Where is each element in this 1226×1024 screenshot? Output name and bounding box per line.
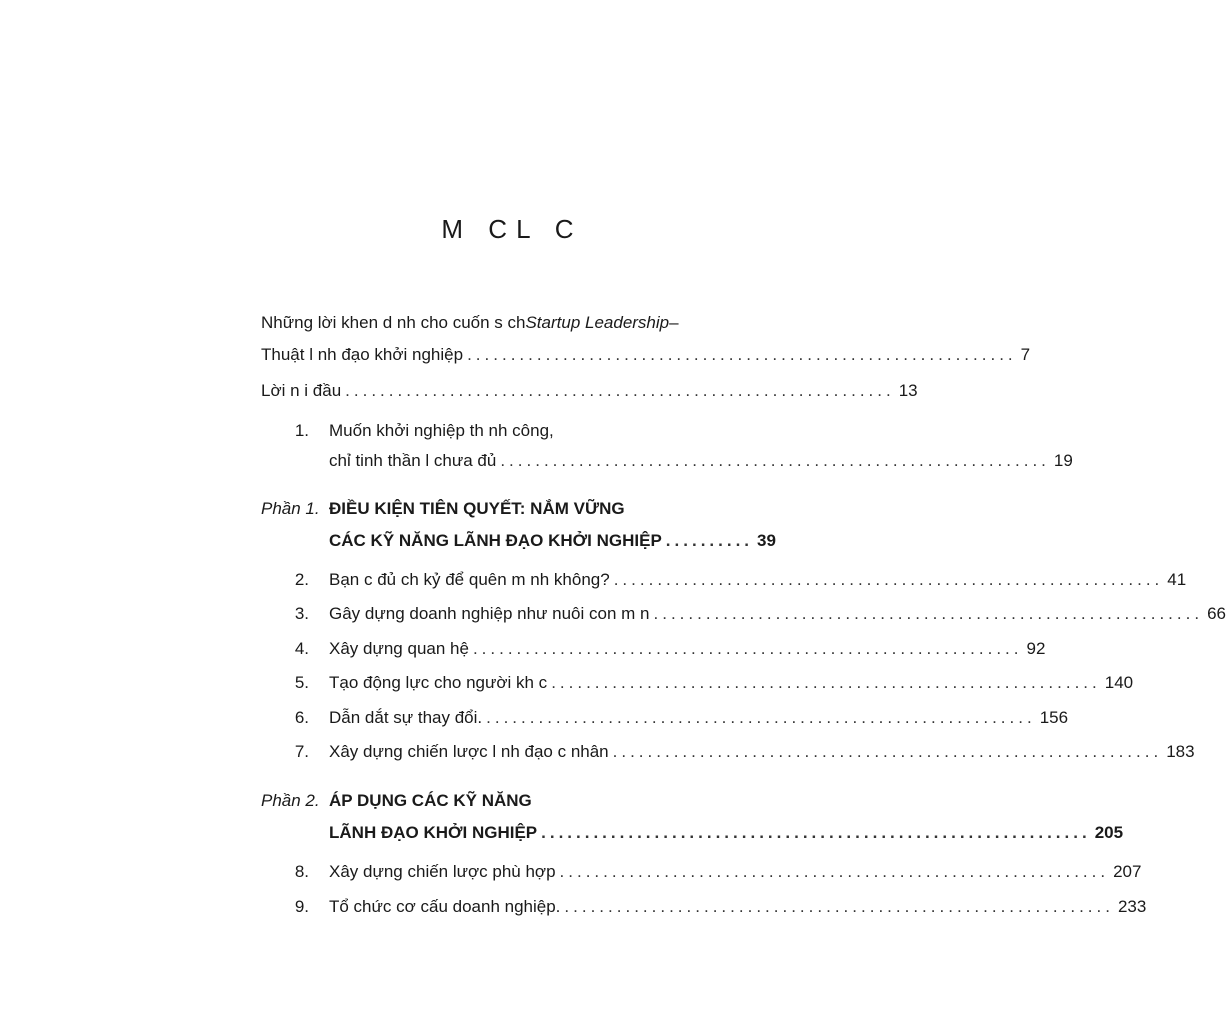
toc-entry-text: Thuật l nh đạo khởi nghiệp: [261, 345, 464, 364]
toc-entry-text: Dẫn dắt sự thay đổi.: [329, 708, 483, 727]
toc-entry-chapter-1-line1[interactable]: [281, 416, 747, 442]
toc-page-number: 39: [757, 531, 776, 550]
toc-part-1-line1[interactable]: [261, 494, 747, 520]
toc-entry-text: Tạo động lực cho người kh c: [329, 673, 548, 692]
toc-entry-chapter-7[interactable]: [281, 737, 1195, 763]
toc-entry-text: Bạn c đủ ch kỷ để quên m nh không?: [329, 570, 610, 589]
toc-entry-chapter-8[interactable]: [281, 857, 1142, 883]
toc-page-number: 7: [1020, 345, 1031, 364]
toc-chapter-number: 6.: [294, 708, 309, 727]
toc-entry-preface[interactable]: [261, 376, 918, 402]
toc-leader-dots: ...............................................................: [613, 570, 1164, 589]
toc-leader-dots: ...............................................................: [564, 897, 1114, 916]
toc-page-number: 19: [1053, 451, 1073, 470]
toc-entry-praise-line2[interactable]: [261, 340, 1031, 366]
toc-leader-dots: ...............................................................: [541, 823, 1091, 842]
toc-chapter-number: 9.: [294, 897, 309, 916]
toc-entry-text: Xây dựng chiến lược phù hợp: [329, 862, 556, 881]
toc-entry-text: Lời n i đầu: [261, 381, 342, 400]
toc-page-number: 92: [1026, 639, 1046, 658]
toc-part-title: CÁC KỸ NĂNG LÃNH ĐẠO KHỞI NGHIỆP: [329, 531, 662, 550]
toc-page-number: 66: [1207, 604, 1226, 623]
toc-chapter-number: 1.: [294, 421, 309, 440]
toc-chapter-number: 8.: [294, 862, 309, 881]
toc-entry-text: Xây dựng chiến lược l nh đạo c nhân: [329, 742, 609, 761]
toc-entry-chapter-1-line2[interactable]: [329, 446, 1073, 472]
toc-entry-chapter-2[interactable]: [281, 565, 1187, 591]
toc-page-number: 140: [1104, 673, 1134, 692]
toc-part-title: ĐIỀU KIỆN TIÊN QUYẾT: NẮM VỮNG: [329, 499, 625, 518]
toc-entry-chapter-3[interactable]: [281, 599, 1226, 625]
toc-entry-text: Xây dựng quan hệ: [329, 639, 469, 658]
toc-leader-dots: ...............................................................: [653, 604, 1204, 623]
toc-chapter-number: 3.: [294, 604, 309, 623]
toc-page-number: 207: [1113, 862, 1142, 881]
toc-part-2-line1[interactable]: [261, 786, 747, 812]
page-title: M CL C: [441, 214, 583, 244]
toc-page-number: 13: [898, 381, 918, 400]
toc-page-number: 205: [1094, 823, 1124, 842]
toc-page-number: 41: [1167, 570, 1187, 589]
toc-part-2-line2[interactable]: [329, 818, 1124, 844]
toc-page-number: 183: [1166, 742, 1195, 761]
toc-part-label: Phần 2.: [261, 791, 320, 810]
toc-leader-dots: ...............................................................: [345, 381, 895, 400]
toc-entry-text: –: [669, 313, 679, 332]
toc-entry-text: Gây dựng doanh nghiệp như nuôi con m n: [329, 604, 650, 623]
toc-page-number: 233: [1117, 897, 1147, 916]
toc-entry-praise-line1[interactable]: [261, 308, 747, 334]
toc-leader-dots: ...............................................................: [486, 708, 1036, 727]
toc-entry-text: Những lời khen d nh cho cuốn s ch: [261, 313, 526, 332]
toc-entry-text: chỉ tinh thần l chưa đủ: [329, 451, 497, 470]
toc-leader-dots: ...............................................................: [559, 862, 1110, 881]
toc-chapter-number: 4.: [294, 639, 309, 658]
toc-entry-chapter-6[interactable]: [281, 703, 1069, 729]
toc-entry-book-title: Startup Leadership: [525, 313, 670, 332]
toc-leader-dots: ...............................................................: [551, 673, 1101, 692]
toc-entry-chapter-4[interactable]: [281, 634, 1046, 660]
toc-leader-dots: ...............................................................: [612, 742, 1163, 761]
toc-part-label: Phần 1.: [261, 499, 320, 518]
toc-part-1-line2[interactable]: [329, 526, 776, 552]
toc-entry-chapter-5[interactable]: [281, 668, 1134, 694]
toc-entry-text: Tổ chức cơ cấu doanh nghiệp.: [329, 897, 561, 916]
toc-leader-dots: ..........: [665, 531, 754, 550]
toc-chapter-number: 7.: [294, 742, 309, 761]
toc-part-title: ÁP DỤNG CÁC KỸ NĂNG: [329, 791, 532, 810]
toc-leader-dots: ...............................................................: [472, 639, 1023, 658]
toc-chapter-number: 2.: [294, 570, 309, 589]
toc-part-title: LÃNH ĐẠO KHỞI NGHIỆP: [329, 823, 538, 842]
toc-entry-text: Muốn khởi nghiệp th nh công,: [329, 421, 554, 440]
toc-leader-dots: ...............................................................: [500, 451, 1050, 470]
toc-page-number: 156: [1039, 708, 1069, 727]
toc-entry-chapter-9[interactable]: [281, 892, 1147, 918]
toc-chapter-number: 5.: [294, 673, 309, 692]
toc-leader-dots: ...............................................................: [467, 345, 1017, 364]
